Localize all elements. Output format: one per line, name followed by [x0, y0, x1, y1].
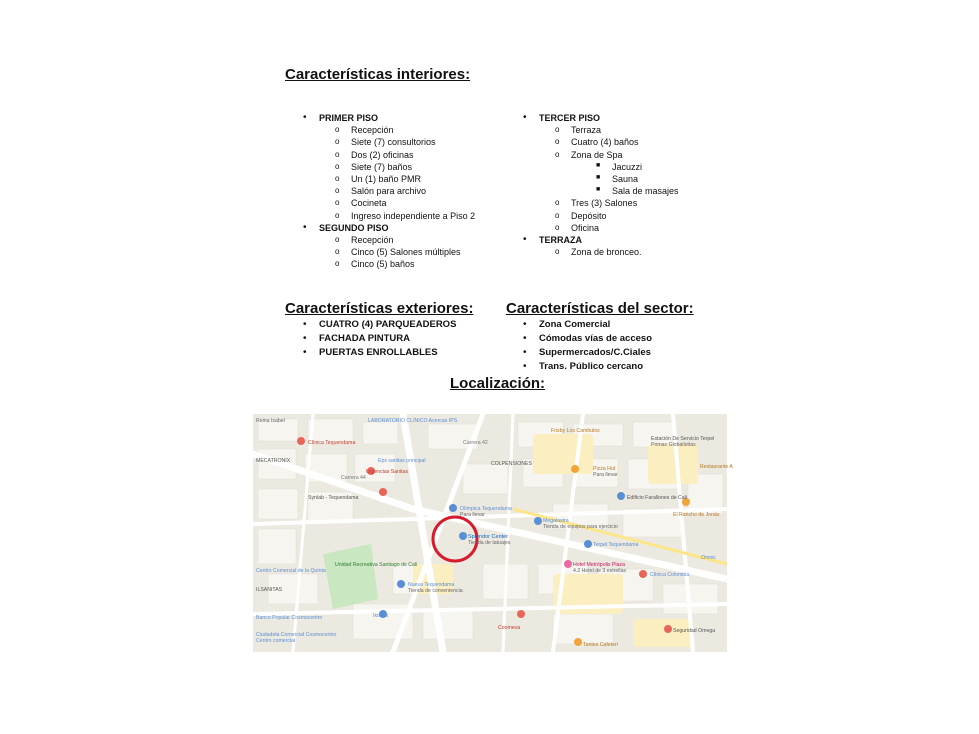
map-label: Terpel Tequendama — [593, 542, 639, 548]
map-label: MECATRONIX — [256, 458, 291, 464]
map-label: LABORATORIO CLÍNICO Acercas IPS — [368, 418, 458, 424]
map-label: ILSANITAS — [256, 587, 283, 593]
bullet: • — [523, 112, 527, 123]
interior-heading: Características interiores: — [285, 66, 471, 83]
map-label: Restaurante A — [700, 464, 733, 470]
bullet: • — [303, 221, 307, 233]
map-label: Unidad Recreativa Santiago de Cali — [335, 562, 418, 568]
map-label: Tienda de tatuajes — [468, 540, 511, 546]
map-label: Megalastra — [543, 518, 569, 524]
map-label: Banco Popular Cosmocentro — [256, 615, 323, 621]
exterior-heading: Características exteriores: — [285, 300, 474, 317]
map-label: Edificio Farallones de Cali — [627, 495, 687, 501]
map-label: Clínica Tequendama — [308, 440, 356, 446]
map-label: Synlab - Tequendama — [308, 495, 359, 501]
map-label: Clínica Colombia — [650, 572, 690, 578]
map-label: Estación De Servicio Terpel — [651, 436, 715, 442]
location-heading: Localización: — [450, 375, 546, 392]
park-area — [323, 544, 378, 609]
map-label: Urgencias Sanitas — [366, 469, 409, 475]
map-label: Nueva Tequendama — [408, 582, 455, 588]
map-label: Centro Comercial de la Quinta — [256, 568, 326, 574]
map-canvas — [253, 414, 733, 652]
map-label: Seguridad Omega — [673, 628, 716, 634]
map-label: Ikonos — [373, 613, 389, 619]
sector-heading: Características del sector: — [506, 300, 694, 317]
map-label: Olímpica Tequendama — [460, 506, 512, 512]
map-label: Frisby Los Cambulos — [551, 428, 600, 434]
map-label: Carrera 42 — [463, 440, 488, 446]
map-label: COLPENSIONES — [491, 461, 532, 467]
map-label: Tienda de conveniencia — [408, 588, 463, 594]
map-label: Tienda de equipos para ejercicio — [543, 524, 618, 530]
bullet: • — [303, 112, 307, 123]
map-label: Omnic — [701, 555, 716, 561]
map-label: Primax Globalisttas — [651, 442, 696, 448]
map-label: Pizza Hut — [593, 466, 616, 472]
map-label: Reina Isabel — [256, 418, 285, 424]
bullet: • — [523, 233, 527, 245]
map-label-center: Splendor Center — [468, 534, 509, 540]
map-label: Eps sanitas principal — [378, 458, 426, 464]
map-label: El Rancho de Jonás — [673, 512, 720, 518]
map-label: Para llevar — [460, 512, 485, 518]
map-label: 4.2 Hotel de 3 estrellas — [573, 568, 627, 574]
map-label: Hotel Metrópolis Plaza — [573, 562, 625, 568]
map-label: Tantes Cafeteri — [583, 642, 618, 648]
map-label: Coomeva — [498, 625, 521, 631]
map-label: Ciudadela Comercial Cosmocentro — [256, 632, 337, 638]
map-label: Centro comercial — [256, 638, 296, 644]
location-map[interactable] — [253, 414, 733, 652]
map-label: Carrera 44 — [341, 475, 366, 481]
map-label: Para llevar — [593, 472, 618, 478]
